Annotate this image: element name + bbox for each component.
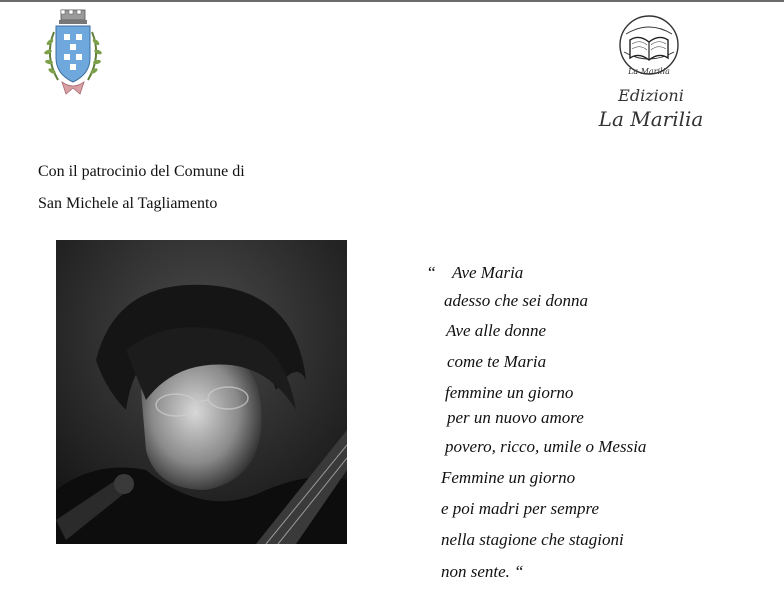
quote-line-9: e poi madri per sempre [441,499,600,518]
quote-line-3: Ave alle donne [446,321,547,340]
publisher-logo [596,12,706,134]
quote-line-6: per un nuovo amore [447,408,584,427]
top-rule [0,0,784,2]
publisher-name-line2: La Marilia [598,107,704,131]
quote-open-mark: “ [428,263,436,282]
patronage-line-1: Con il patrocinio del Comune di [38,163,245,180]
portrait-photo [56,240,347,544]
logo-script-text: La Marilia [628,67,670,76]
publisher-name-line1: Edizioni [618,86,684,105]
patronage-line-2: San Michele al Tagliamento [38,195,218,212]
quote-line-8: Femmine un giorno [441,468,576,487]
quote-line-7: povero, ricco, umile o Messia [445,437,647,456]
quote-line-4: come te Maria [447,352,547,371]
quote-line-2: adesso che sei donna [444,291,589,310]
municipal-coat-of-arms-icon [40,8,106,98]
quote-line-5: femmine un giorno [445,383,574,402]
quote-line-1: Ave Maria [452,263,524,282]
quote-line-10: nella stagione che stagioni [441,530,624,549]
quote-line-11: non sente. “ [441,562,524,581]
open-book-globe-icon [614,12,684,82]
